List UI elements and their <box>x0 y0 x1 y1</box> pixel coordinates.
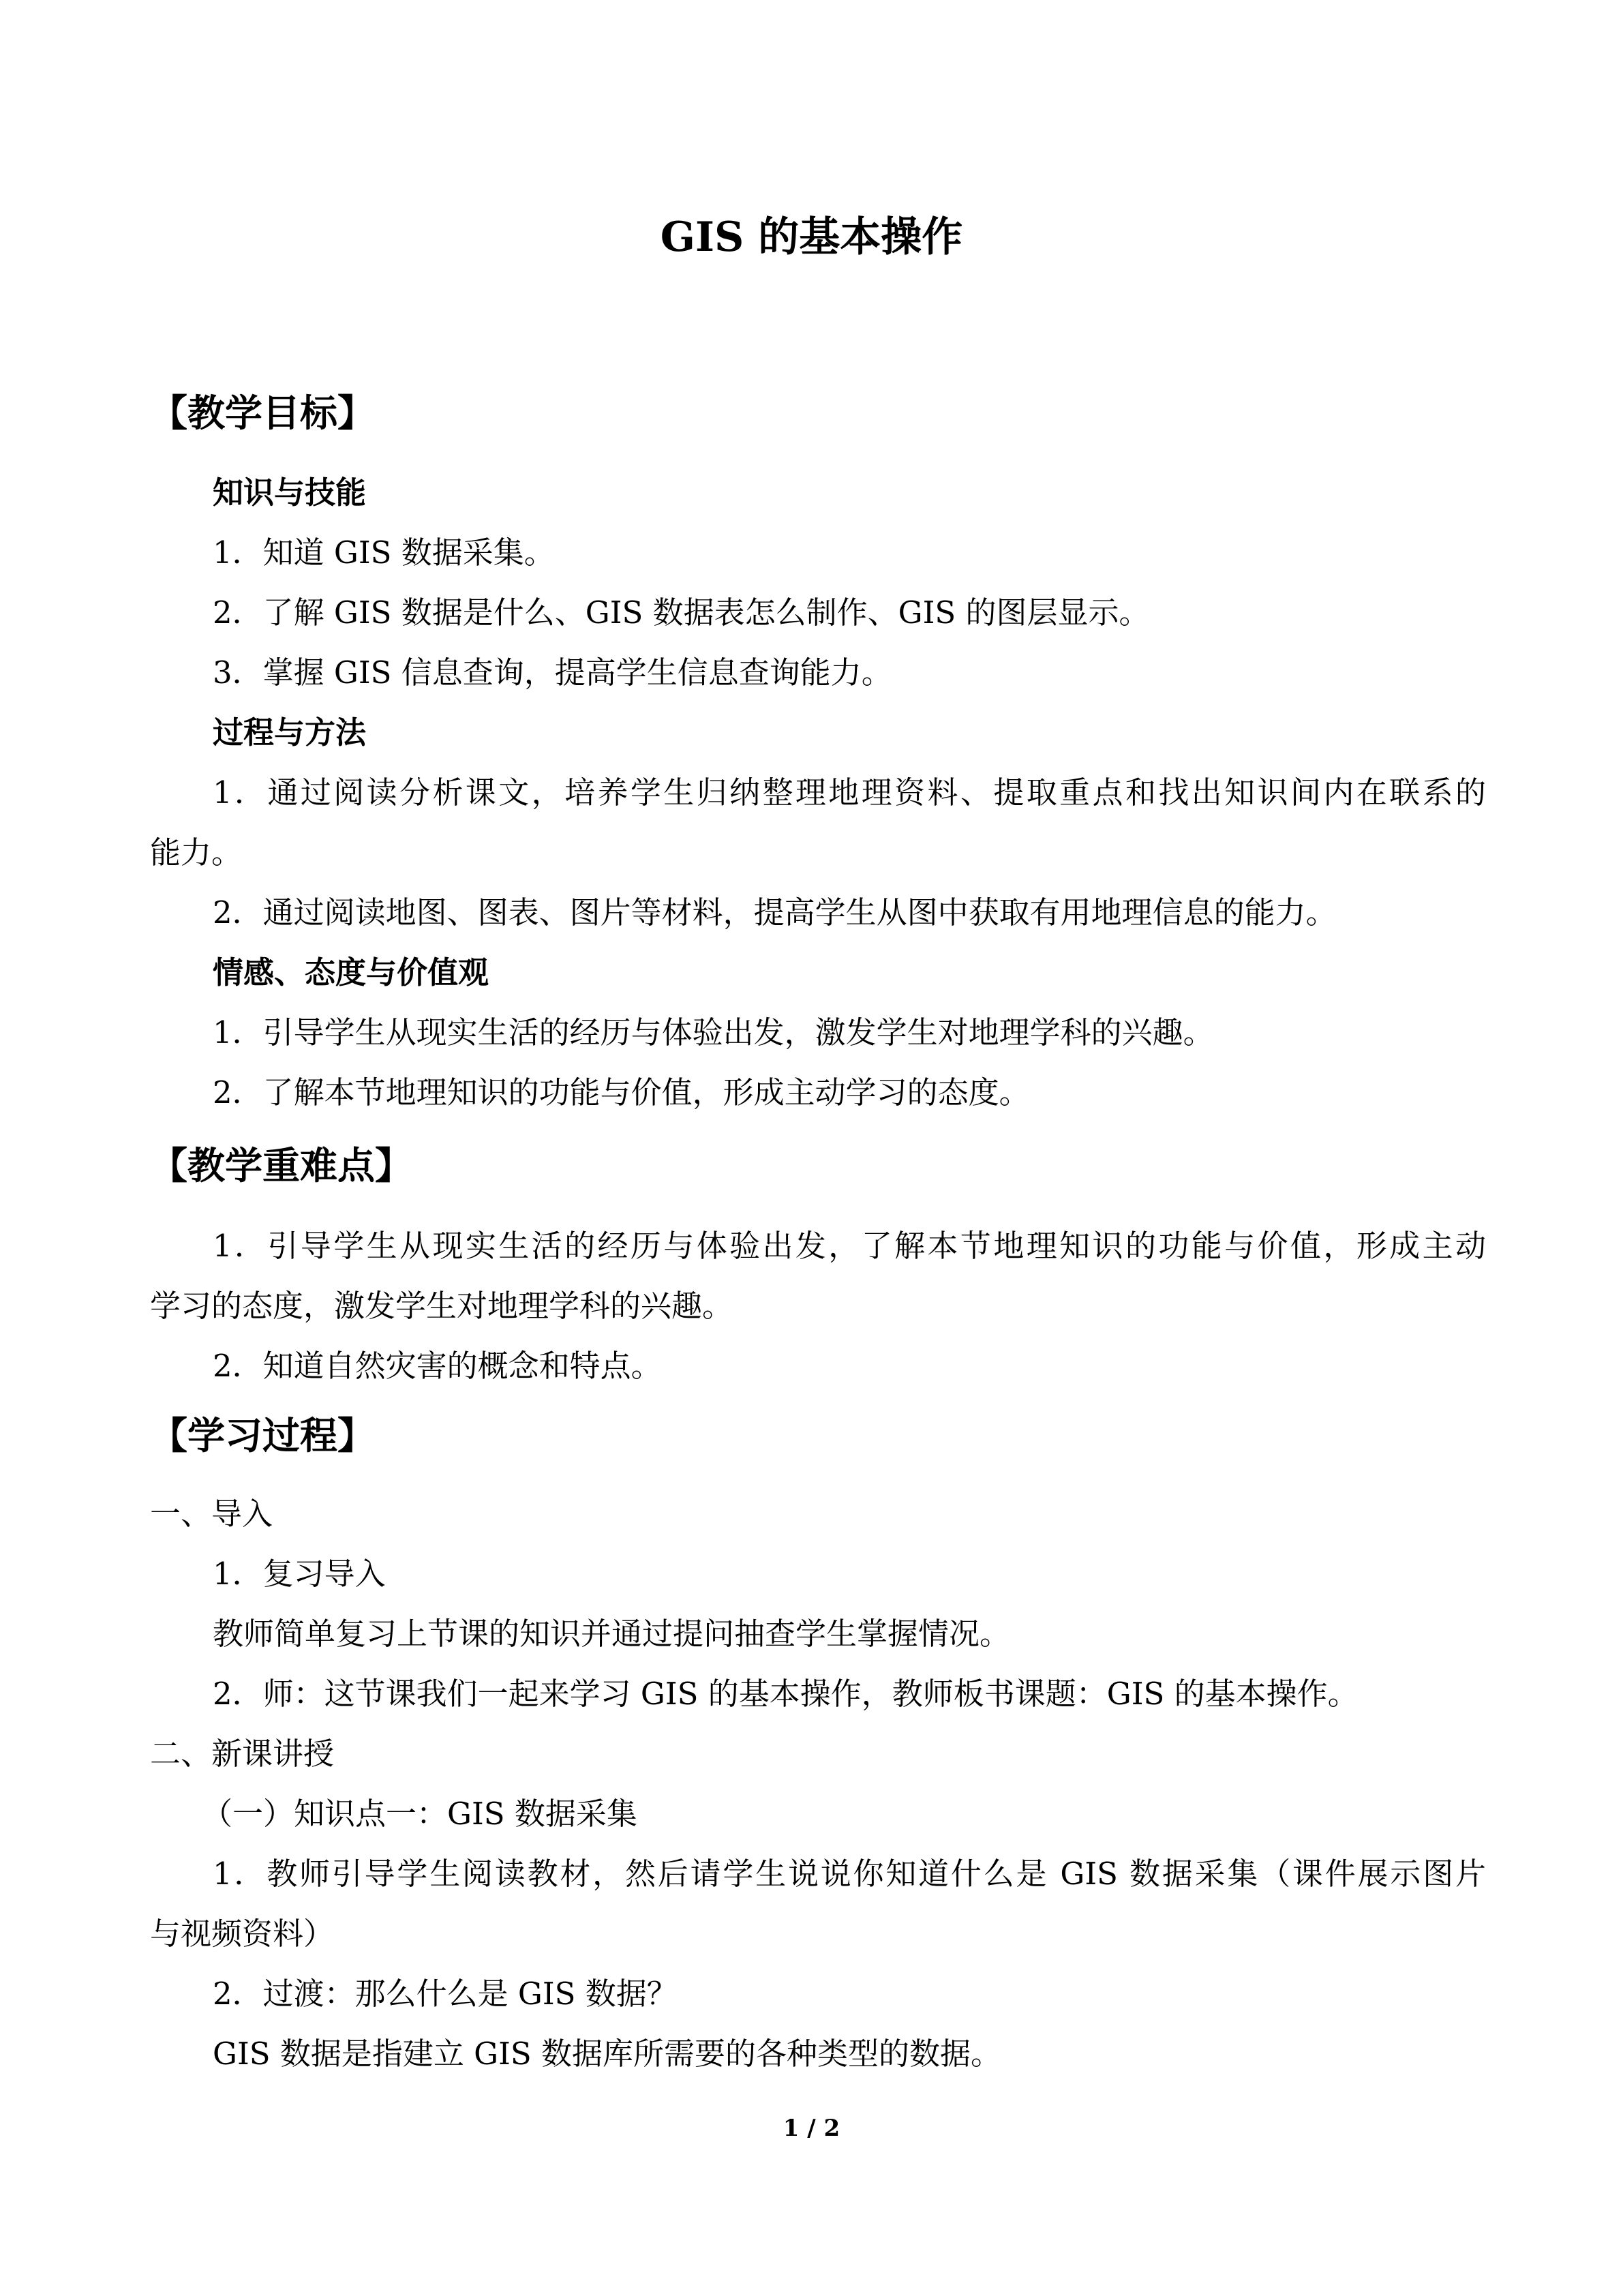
process-part2-item1-line1: 1．教师引导学生阅读教材，然后请学生说说你知道什么是 GIS 数据采集（课件展示图片 <box>213 1856 1486 1892</box>
objective-process-2: 2．通过阅读地图、图表、图片等材料，提高学生从图中获取有用地理信息的能力。 <box>213 894 1337 931</box>
objective-process-1-line2: 能力。 <box>150 834 243 871</box>
page-number: 1 / 2 <box>783 2115 840 2142</box>
section-heading-key-points: 【教学重难点】 <box>150 1144 413 1188</box>
process-part1-item1: 1．复习导入 <box>213 1556 386 1592</box>
section-heading-process: 【学习过程】 <box>150 1414 376 1457</box>
objective-knowledge-3: 3．掌握 GIS 信息查询，提高学生信息查询能力。 <box>213 654 892 691</box>
process-part1-heading: 一、导入 <box>150 1496 273 1532</box>
key-point-1-line2: 学习的态度，激发学生对地理学科的兴趣。 <box>150 1288 733 1324</box>
key-point-1-line1: 1．引导学生从现实生活的经历与体验出发，了解本节地理知识的功能与价值，形成主动 <box>213 1228 1486 1264</box>
process-part2-item1-line2: 与视频资料） <box>150 1916 335 1952</box>
subheading-attitude: 情感、态度与价值观 <box>213 954 489 991</box>
page-title: GIS 的基本操作 <box>660 213 963 261</box>
process-part2-sub1: （一）知识点一：GIS 数据采集 <box>202 1796 637 1832</box>
objective-knowledge-1: 1．知道 GIS 数据采集。 <box>213 534 555 571</box>
process-part2-item2-text: GIS 数据是指建立 GIS 数据库所需要的各种类型的数据。 <box>213 2036 1002 2072</box>
process-part1-item2: 2．师：这节课我们一起来学习 GIS 的基本操作，教师板书课题：GIS 的基本操作。 <box>213 1676 1359 1712</box>
objective-attitude-2: 2．了解本节地理知识的功能与价值，形成主动学习的态度。 <box>213 1074 1030 1111</box>
objective-process-1-line1: 1．通过阅读分析课文，培养学生归纳整理地理资料、提取重点和找出知识间内在联系的 <box>213 774 1486 811</box>
process-part1-item1-text: 教师简单复习上节课的知识并通过提问抽查学生掌握情况。 <box>213 1616 1011 1652</box>
section-heading-objectives: 【教学目标】 <box>150 391 376 435</box>
subheading-knowledge: 知识与技能 <box>213 474 367 511</box>
process-part2-item2: 2．过渡：那么什么是 GIS 数据？ <box>213 1976 678 2012</box>
subheading-process: 过程与方法 <box>213 714 367 751</box>
objective-knowledge-2: 2．了解 GIS 数据是什么、GIS 数据表怎么制作、GIS 的图层显示。 <box>213 594 1150 631</box>
key-point-2: 2．知道自然灾害的概念和特点。 <box>213 1348 662 1384</box>
objective-attitude-1: 1．引导学生从现实生活的经历与体验出发，激发学生对地理学科的兴趣。 <box>213 1014 1214 1051</box>
process-part2-heading: 二、新课讲授 <box>150 1736 335 1772</box>
